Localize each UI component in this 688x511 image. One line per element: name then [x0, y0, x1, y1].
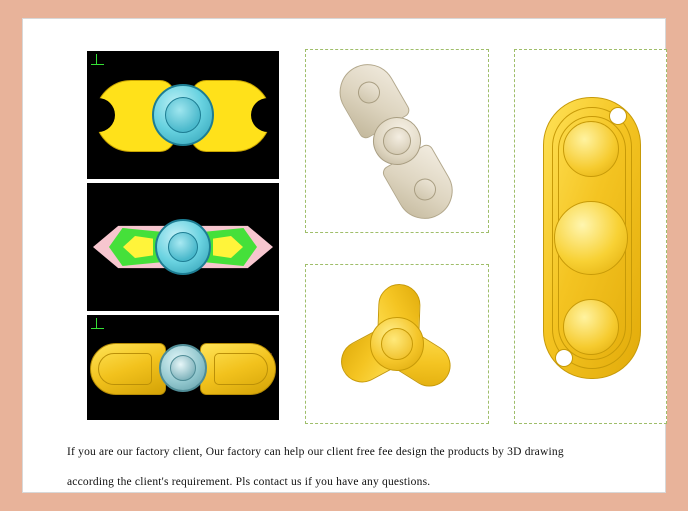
caption-line-1: If you are our factory client, Our factory can help our client free fee design the products by 3D drawing [67, 446, 564, 458]
render-wireframe-colored-spinner [87, 183, 279, 311]
caption-line-2: according the client's requirement. Pls contact us if you have any questions. [67, 476, 431, 488]
vertical-preview-column [514, 49, 667, 424]
render-gold-leaf-spinner [87, 315, 279, 420]
axis-marker-icon [91, 318, 105, 330]
preview-gold-leaf-pendant [514, 49, 667, 424]
spinner-pendant-graphic [543, 97, 639, 377]
spinner-layered-graphic [93, 216, 273, 278]
preview-column [305, 49, 489, 424]
render-column [67, 49, 279, 424]
spinner-tri-wing-graphic [331, 281, 463, 407]
image-gallery [67, 49, 667, 424]
spinner-yellow-graphic [95, 74, 271, 156]
spinner-gold-leaf-graphic [90, 339, 276, 397]
preview-gold-tri-wing-spinner [305, 264, 489, 424]
render-yellow-two-wing-spinner [87, 51, 279, 179]
white-sheet [22, 18, 666, 493]
preview-beige-3d-spinner [305, 49, 489, 233]
caption-block [67, 437, 667, 497]
axis-marker-icon [91, 54, 105, 66]
spinner-beige-graphic [326, 51, 468, 231]
